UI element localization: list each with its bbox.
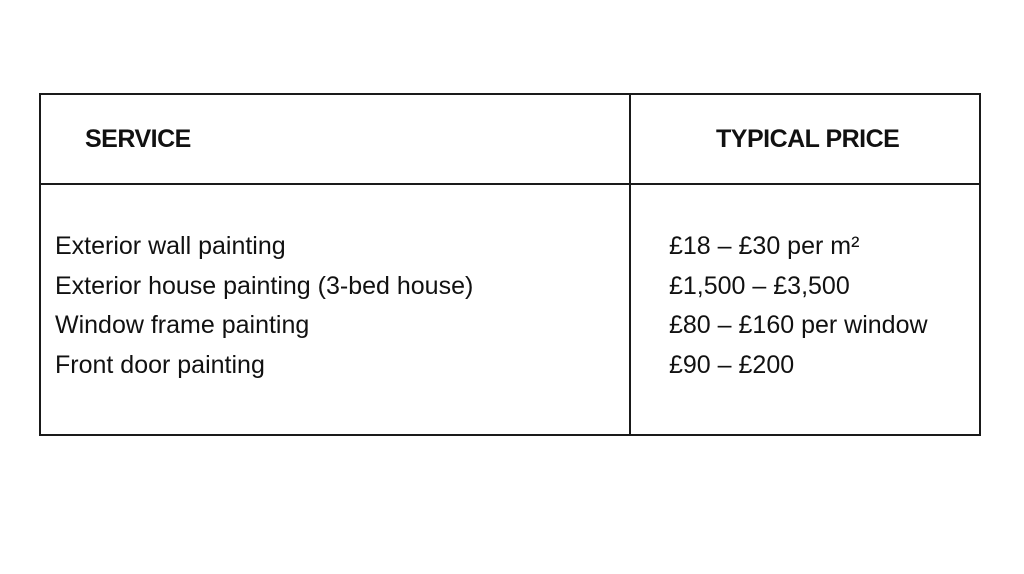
- service-column: [55, 227, 473, 385]
- service-cell-front-door: Front door painting: [55, 350, 265, 379]
- price-column: [669, 227, 928, 385]
- column-divider: [629, 95, 631, 434]
- header-service: SERVICE: [85, 124, 191, 153]
- price-cell-exterior-house: £1,500 – £3,500: [669, 271, 850, 300]
- service-cell-exterior-house: Exterior house painting (3-bed house): [55, 271, 474, 300]
- price-cell-exterior-wall: £18 – £30 per m²: [669, 232, 860, 260]
- service-cell-exterior-wall: Exterior wall painting: [55, 232, 286, 260]
- header-divider: [41, 183, 979, 185]
- service-cell-window-frame: Window frame painting: [55, 311, 310, 339]
- price-cell-window-frame: £80 – £160 per window: [669, 311, 928, 339]
- header-typical-price: TYPICAL PRICE: [716, 124, 900, 153]
- price-table: [39, 93, 981, 436]
- price-cell-front-door: £90 – £200: [669, 350, 795, 379]
